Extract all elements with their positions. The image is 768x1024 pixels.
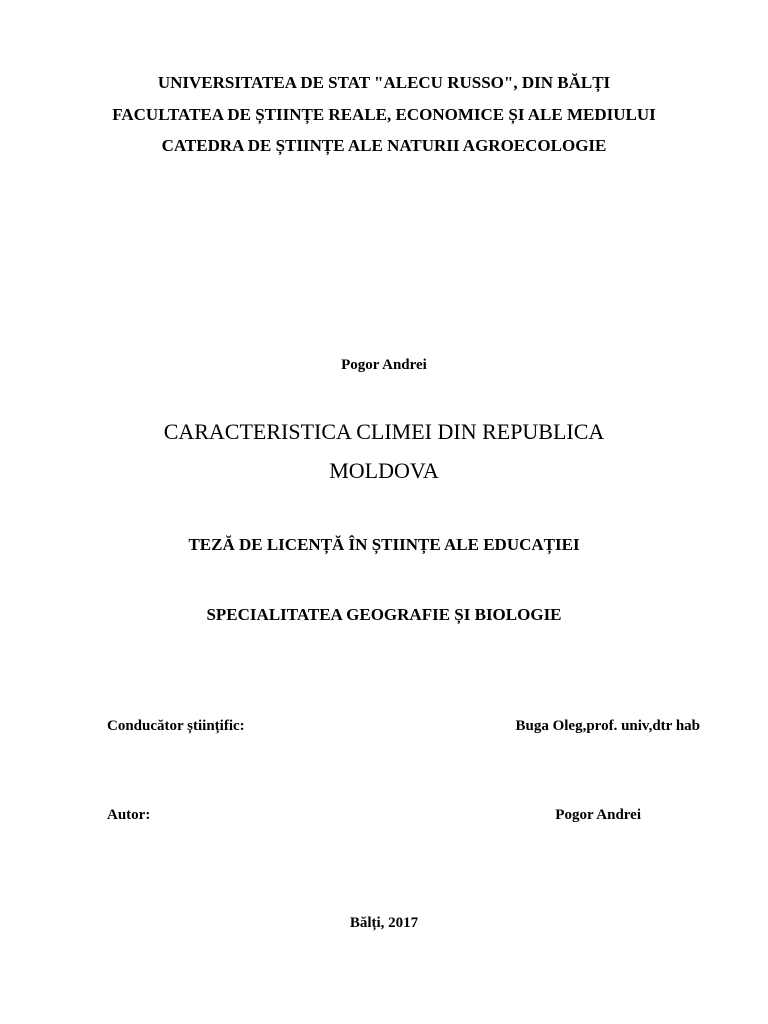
place-year: Bălți, 2017: [349, 915, 419, 931]
faculty-name: FACULTATEA DE ȘTIINȚE REALE, ECONOMICE ȘI ALE MEDIULUI: [112, 105, 656, 124]
thesis-type: TEZĂ DE LICENȚĂ ÎN ȘTIINȚE ALE EDUCAȚIEI: [188, 535, 580, 554]
author-name: Pogor Andrei: [341, 357, 427, 373]
author-value: Pogor Andrei: [555, 807, 641, 823]
author-label: Autor:: [107, 807, 151, 823]
supervisor-value: Buga Oleg,prof. univ,dtr hab: [515, 718, 700, 734]
specialty: SPECIALITATEA GEOGRAFIE ȘI BIOLOGIE: [206, 605, 562, 624]
thesis-title-line-2: MOLDOVA: [329, 458, 439, 483]
thesis-title-line-1: CARACTERISTICA CLIMEI DIN REPUBLICA: [163, 419, 605, 444]
supervisor-label: Conducător științific:: [107, 718, 245, 734]
university-name: UNIVERSITATEA DE STAT "ALECU RUSSO", DIN BĂLȚI: [157, 73, 611, 92]
department-name: CATEDRA DE ȘTIINȚE ALE NATURII AGROECOLOGIE: [161, 136, 607, 155]
